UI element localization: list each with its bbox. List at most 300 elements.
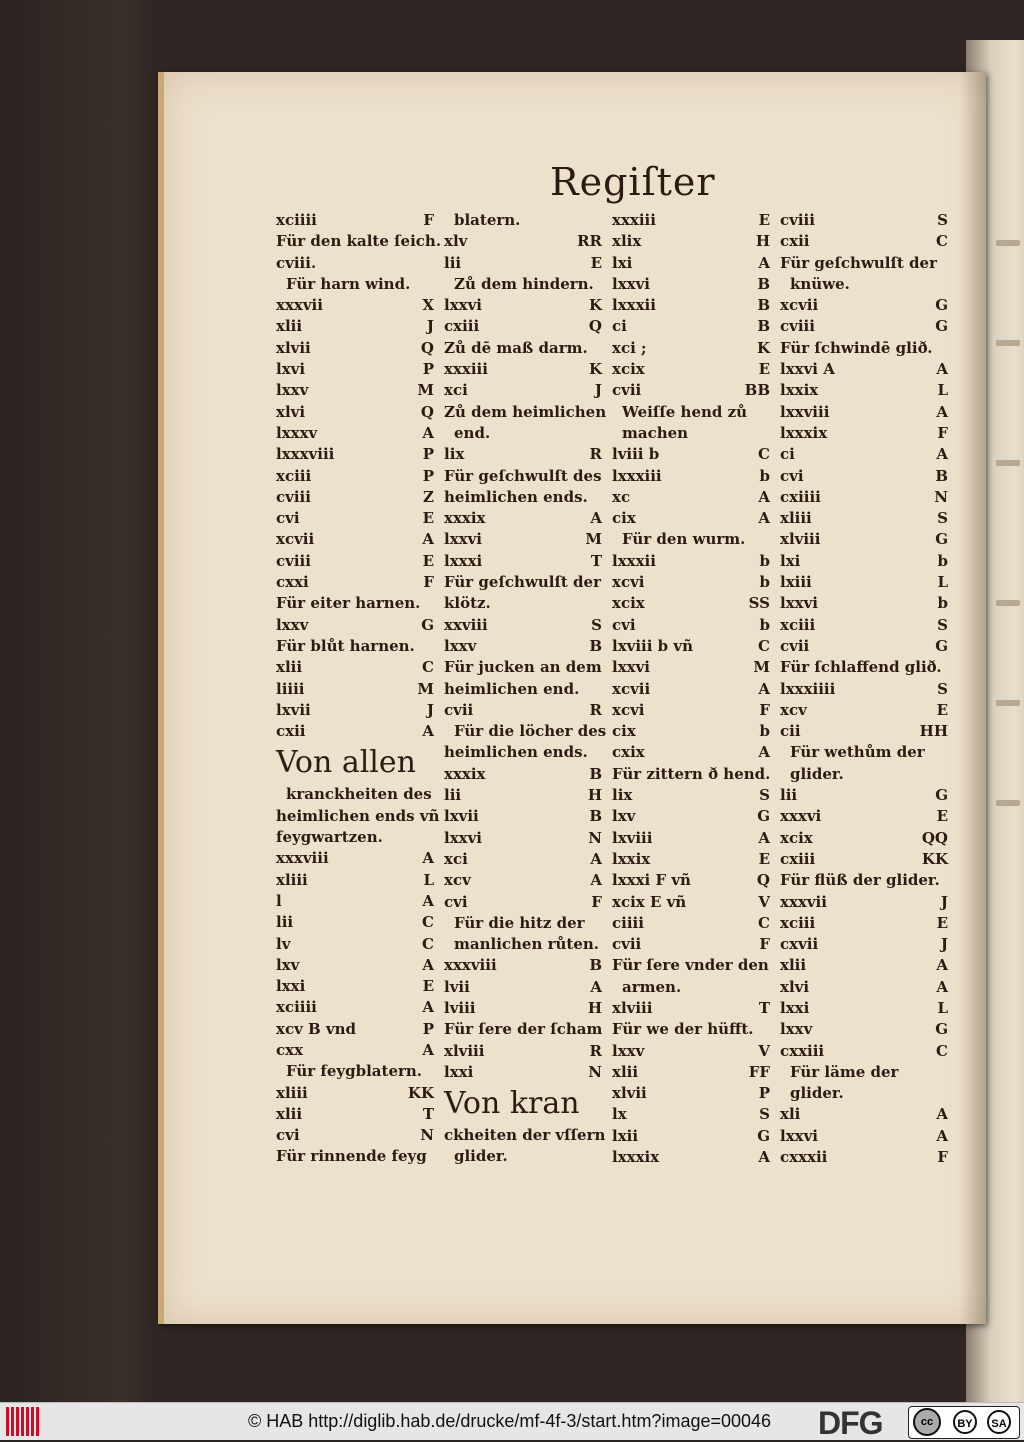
register-entry [778,977,948,998]
register-entry [442,657,602,678]
register-entry [442,593,602,614]
entry-text: cvi [276,1126,300,1145]
entry-text: Für feygblatern. [286,1062,423,1081]
entry-text: lxiii [780,573,812,592]
register-entry [778,913,948,934]
register-entry [778,231,948,252]
register-entry [274,934,434,955]
register-entry [610,572,770,593]
entry-text: lxvii [444,807,479,826]
entry-marker: b [759,551,770,570]
register-entry [610,892,770,913]
register-entry [442,870,602,891]
register-entry [778,423,948,444]
register-entry [442,721,607,742]
register-entry [274,827,434,848]
entry-text: Für ſere der ſcham [444,1020,603,1039]
entry-text: Zů dem heimlichen [444,402,607,421]
entry-marker: C [758,913,770,932]
entry-marker: H [587,998,602,1017]
entry-marker: E [422,551,434,570]
register-entry [610,1062,770,1083]
cc-icon: cc [913,1408,941,1436]
entry-text: xlv [444,232,468,251]
register-entry [442,359,602,380]
register-entry [778,955,948,976]
register-entry [442,231,602,252]
register-entry [442,615,602,636]
register-entry [442,529,602,550]
entry-marker: A [758,509,770,528]
entry-text: Zů dē maß darm. [444,338,588,357]
register-entry [610,1126,770,1147]
register-entry [778,210,948,231]
entry-marker: J [594,381,602,400]
register-entry [610,508,770,529]
entry-marker: M [753,658,770,677]
entry-text: xlvii [276,338,311,357]
entry-text: l [276,891,282,910]
register-entry [442,977,602,998]
register-entry [442,934,602,955]
entry-text: xliii [276,870,308,889]
register-entry [610,870,770,891]
entry-marker: P [422,466,434,485]
entry-marker: A [422,849,434,868]
entry-text: xcix [780,828,813,847]
entry-text: xlviii [612,998,653,1017]
entry-text: end. [454,423,491,442]
register-entry [442,1125,606,1146]
viewer-footer [0,1402,1024,1440]
register-entry [778,295,948,316]
entry-marker: A [422,955,434,974]
entry-marker: KK [407,1083,434,1102]
entry-text: lxxviii [780,402,830,421]
register-column-4 [778,210,948,1168]
entry-marker: S [937,509,948,528]
entry-marker: b [759,722,770,741]
entry-marker: G [421,615,434,634]
register-entry [778,274,948,295]
entry-text: cxxxii [780,1148,828,1167]
entry-text: cxiii [444,317,480,336]
entry-text: cvii [612,381,642,400]
entry-text: lxv [612,807,636,826]
entry-marker: Q [420,402,434,421]
register-entry [442,253,602,274]
register-entry [274,912,434,933]
register-entry [610,700,770,721]
entry-text: xlii [612,1062,639,1081]
entry-marker: C [758,445,770,464]
entry-marker: Q [588,317,602,336]
page-title: Regiſter [550,160,716,204]
entry-marker: C [422,913,434,932]
entry-text: xxxix [444,509,486,528]
register-entry [610,1104,770,1125]
register-entry [610,1083,770,1104]
entry-marker: A [758,679,770,698]
entry-text: xxxix [444,764,486,783]
entry-marker: P [422,1019,434,1038]
entry-text: heimlichen ends. [444,743,588,762]
register-entry [442,551,602,572]
register-entry [274,423,434,444]
register-entry [442,764,602,785]
register-entry [778,1041,948,1062]
entry-text: lxxxi F vñ [612,871,691,890]
entry-marker: b [937,594,948,613]
entry-text: Für die löcher des [454,722,607,741]
entry-text: xcix [612,594,645,613]
entry-text: xciii [276,466,312,485]
register-entry [778,338,948,359]
entry-marker: Z [423,487,434,506]
entry-text: cxxiii [780,1041,825,1060]
register-entry [442,338,602,359]
entry-text: lxxi [444,1062,474,1081]
entry-text: lxviii [612,828,653,847]
entry-marker: HH [919,722,948,741]
register-entry [442,742,602,763]
register-entry [274,231,442,252]
entry-text: heimlichen ends vñ [276,806,440,825]
register-entry [442,423,602,444]
entry-text: glider. [454,1147,508,1166]
entry-marker: S [759,786,770,805]
register-entry [442,1019,602,1040]
entry-text: lxxvi A [780,360,835,379]
entry-text: xciii [780,913,816,932]
register-entry [274,338,434,359]
entry-marker: S [937,615,948,634]
register-entry [778,572,948,593]
entry-text: lxxvi [444,296,482,315]
register-entry [610,849,770,870]
entry-text: ciiii [612,913,644,932]
entry-marker: M [585,530,602,549]
entry-text: xcix E vñ [612,892,687,911]
register-entry [442,466,602,487]
entry-marker: b [759,615,770,634]
register-entry [610,551,770,572]
entry-marker: C [758,636,770,655]
entry-marker: N [420,1126,434,1145]
entry-text: Für die hitz der [454,913,585,932]
entry-text: lxxix [612,849,651,868]
entry-marker: G [935,296,948,315]
entry-text: lxxxix [780,423,828,442]
entry-marker: J [940,892,948,911]
entry-marker: N [588,1062,602,1081]
entry-text: lxxxi [444,551,483,570]
entry-text: xxxviii [276,849,329,868]
entry-marker: E [936,700,948,719]
entry-marker: A [422,998,434,1017]
entry-text: xliii [276,1083,308,1102]
entry-text: lv [276,934,291,953]
entry-text: xciiii [276,211,317,229]
entry-text: cviii [780,317,815,336]
entry-text: glider. [790,764,844,783]
entry-text: cviii [276,551,311,570]
entry-text: lxxvi [780,594,818,613]
register-entry [610,764,770,785]
credit-link[interactable]: © HAB http://diglib.hab.de/drucke/mf-4f-3/start.htm?image=00046 [248,1411,772,1431]
register-entry [274,1083,434,1104]
register-entry [442,316,602,337]
cc-license-badge[interactable] [908,1406,1020,1439]
register-column-2 [442,210,607,1168]
entry-text: lxviii b vñ [612,636,694,655]
register-entry [274,870,434,891]
entry-marker: C [936,1041,948,1060]
entry-text: Für wethům der [790,743,925,762]
register-entry [610,1041,770,1062]
entry-marker: X [422,296,434,315]
entry-text: Für blůt harnen. [276,636,415,655]
entry-text: knüwe. [790,274,850,293]
entry-text: xliii [780,509,812,528]
register-entry [274,1125,434,1146]
register-entry [610,742,770,763]
entry-marker: b [759,573,770,592]
entry-marker: B [589,764,602,783]
register-entry [274,210,434,231]
entry-text: lii [444,786,462,805]
register-entry [274,891,434,912]
entry-text: lxxvi [444,530,482,549]
register-entry [442,1062,602,1083]
entry-marker: F [759,935,770,954]
entry-marker: b [937,551,948,570]
entry-text: lxxv [276,615,309,634]
entry-marker: F [937,423,948,442]
register-entry [610,785,770,806]
entry-text: xxxvii [276,296,323,315]
entry-text: lxxxix [612,1148,660,1167]
entry-marker: V [758,892,770,911]
register-entry [778,380,948,401]
entry-marker: J [426,317,434,336]
entry-text: cviii. [276,253,317,272]
entry-text: lxi [780,551,801,570]
register-entry [442,508,602,529]
register-entry [274,955,434,976]
entry-text: lxxi [780,998,810,1017]
entry-text: xlviii [780,530,821,549]
register-entry [778,444,948,465]
register-entry [778,316,948,337]
entry-marker: B [589,636,602,655]
register-entry [778,615,948,636]
entry-text: Für jucken an dem [444,658,602,677]
register-entry [442,487,602,508]
entry-text: ckheiten der vſſern [444,1126,606,1145]
register-entry [610,657,770,678]
register-entry [778,870,948,891]
entry-text: xcvii [276,530,315,549]
entry-text: xlii [276,317,303,336]
register-entry [778,764,948,785]
entry-marker: H [587,786,602,805]
entry-marker: A [936,1105,948,1124]
register-entry [610,529,770,550]
entry-text: lxxv [780,1020,813,1039]
entry-marker: M [417,381,434,400]
entry-text: Für den wurm. [622,530,746,549]
entry-marker: V [758,1041,770,1060]
register-entry [610,423,770,444]
register-entry [778,551,948,572]
entry-text: Für ſchwindē glið. [780,338,933,357]
entry-text: xcvi [612,700,645,719]
entry-marker: A [422,722,434,741]
entry-text: xli [780,1105,801,1124]
register-entry [610,955,770,976]
entry-marker: A [422,423,434,442]
register-entry [778,1019,948,1040]
entry-text: Für harn wind. [286,274,411,293]
register-entry [274,1061,434,1082]
register-entry [442,636,602,657]
entry-marker: N [588,828,602,847]
entry-marker: B [589,956,602,975]
entry-marker: A [590,977,602,996]
entry-marker: L [937,381,948,400]
entry-marker: R [589,1041,602,1060]
entry-marker: C [422,934,434,953]
register-entry [442,913,602,934]
register-column-3 [610,210,770,1168]
entry-text: lix [444,445,465,464]
register-entry [274,742,434,784]
entry-text: lxxi [276,977,306,996]
entry-text: cxii [780,232,810,251]
entry-marker: E [590,253,602,272]
register-entry [442,955,602,976]
register-entry [442,1146,602,1167]
entry-marker: B [757,317,770,336]
entry-text: lvii [444,977,470,996]
entry-marker: A [422,891,434,910]
entry-text: lix [612,786,633,805]
entry-text: lxxxiii [612,466,662,485]
entry-marker: R [589,700,602,719]
entry-marker: A [936,360,948,379]
register-entry [274,359,434,380]
entry-text: lxxxv [276,423,318,442]
entry-text: cvii [444,700,474,719]
register-entry [442,1041,602,1062]
entry-text: xxviii [444,615,488,634]
entry-text: cvi [612,615,636,634]
entry-text: lxv [276,955,300,974]
register-entry [442,700,602,721]
entry-marker: M [417,679,434,698]
entry-text: xciiii [276,998,317,1017]
register-entry [778,742,948,763]
entry-marker: J [940,935,948,954]
entry-marker: A [758,487,770,506]
register-entry [274,700,434,721]
register-entry [274,444,434,465]
entry-text: liiii [276,679,305,698]
entry-marker: F [423,211,434,229]
entry-marker: RR [577,232,602,251]
register-entry [442,828,602,849]
entry-marker: KK [921,849,948,868]
entry-text: heimlichen end. [444,679,580,698]
entry-text: lii [780,786,798,805]
register-entry [610,210,770,231]
entry-marker: L [423,870,434,889]
entry-text: xcv [780,700,807,719]
entry-text: blatern. [454,211,521,229]
register-entry [274,572,434,593]
register-entry [610,806,770,827]
register-entry [442,295,602,316]
entry-text: cxix [612,743,645,762]
entry-text: xlii [276,1104,303,1123]
entry-marker: A [590,871,602,890]
hab-logo-icon [6,1407,42,1436]
entry-text: Für flüß der glider. [780,871,940,890]
entry-text: cviii [276,487,311,506]
entry-text: cxxi [276,573,309,592]
entry-text: cxiii [780,849,816,868]
entry-text: lxxxii [612,296,656,315]
entry-text: lxxix [780,381,819,400]
register-entry [610,402,770,423]
register-entry [778,828,948,849]
entry-marker: A [422,530,434,549]
entry-text: ci [612,317,627,336]
entry-text: xc [612,487,631,506]
entry-text: cxii [276,722,306,741]
entry-marker: F [591,892,602,911]
entry-marker: S [591,615,602,634]
entry-text: xcix [612,360,645,379]
dfg-logo-icon: DFG [818,1405,883,1441]
entry-marker: A [936,956,948,975]
entry-text: xci ; [612,338,647,357]
entry-marker: L [937,573,948,592]
entry-text: xlii [780,956,807,975]
entry-marker: Q [756,871,770,890]
register-entry [778,466,948,487]
entry-text: xxxiii [444,360,488,379]
entry-text: Für zittern ð hend. [612,764,771,783]
entry-text: xciii [780,615,816,634]
register-entry [442,998,602,1019]
register-entry [274,1019,434,1040]
entry-text: lxxxviii [276,445,335,464]
entry-marker: FF [748,1062,770,1081]
register-entry [610,998,770,1019]
entry-text: lxxv [444,636,477,655]
entry-text: cvi [444,892,468,911]
entry-marker: C [422,658,434,677]
entry-marker: BB [744,381,770,400]
entry-text: Für geſchwulſt der [780,253,937,272]
entry-text: lxxv [612,1041,645,1060]
register-entry [442,274,602,295]
register-entry [610,679,770,700]
register-entry [778,806,948,827]
entry-marker: B [757,296,770,315]
